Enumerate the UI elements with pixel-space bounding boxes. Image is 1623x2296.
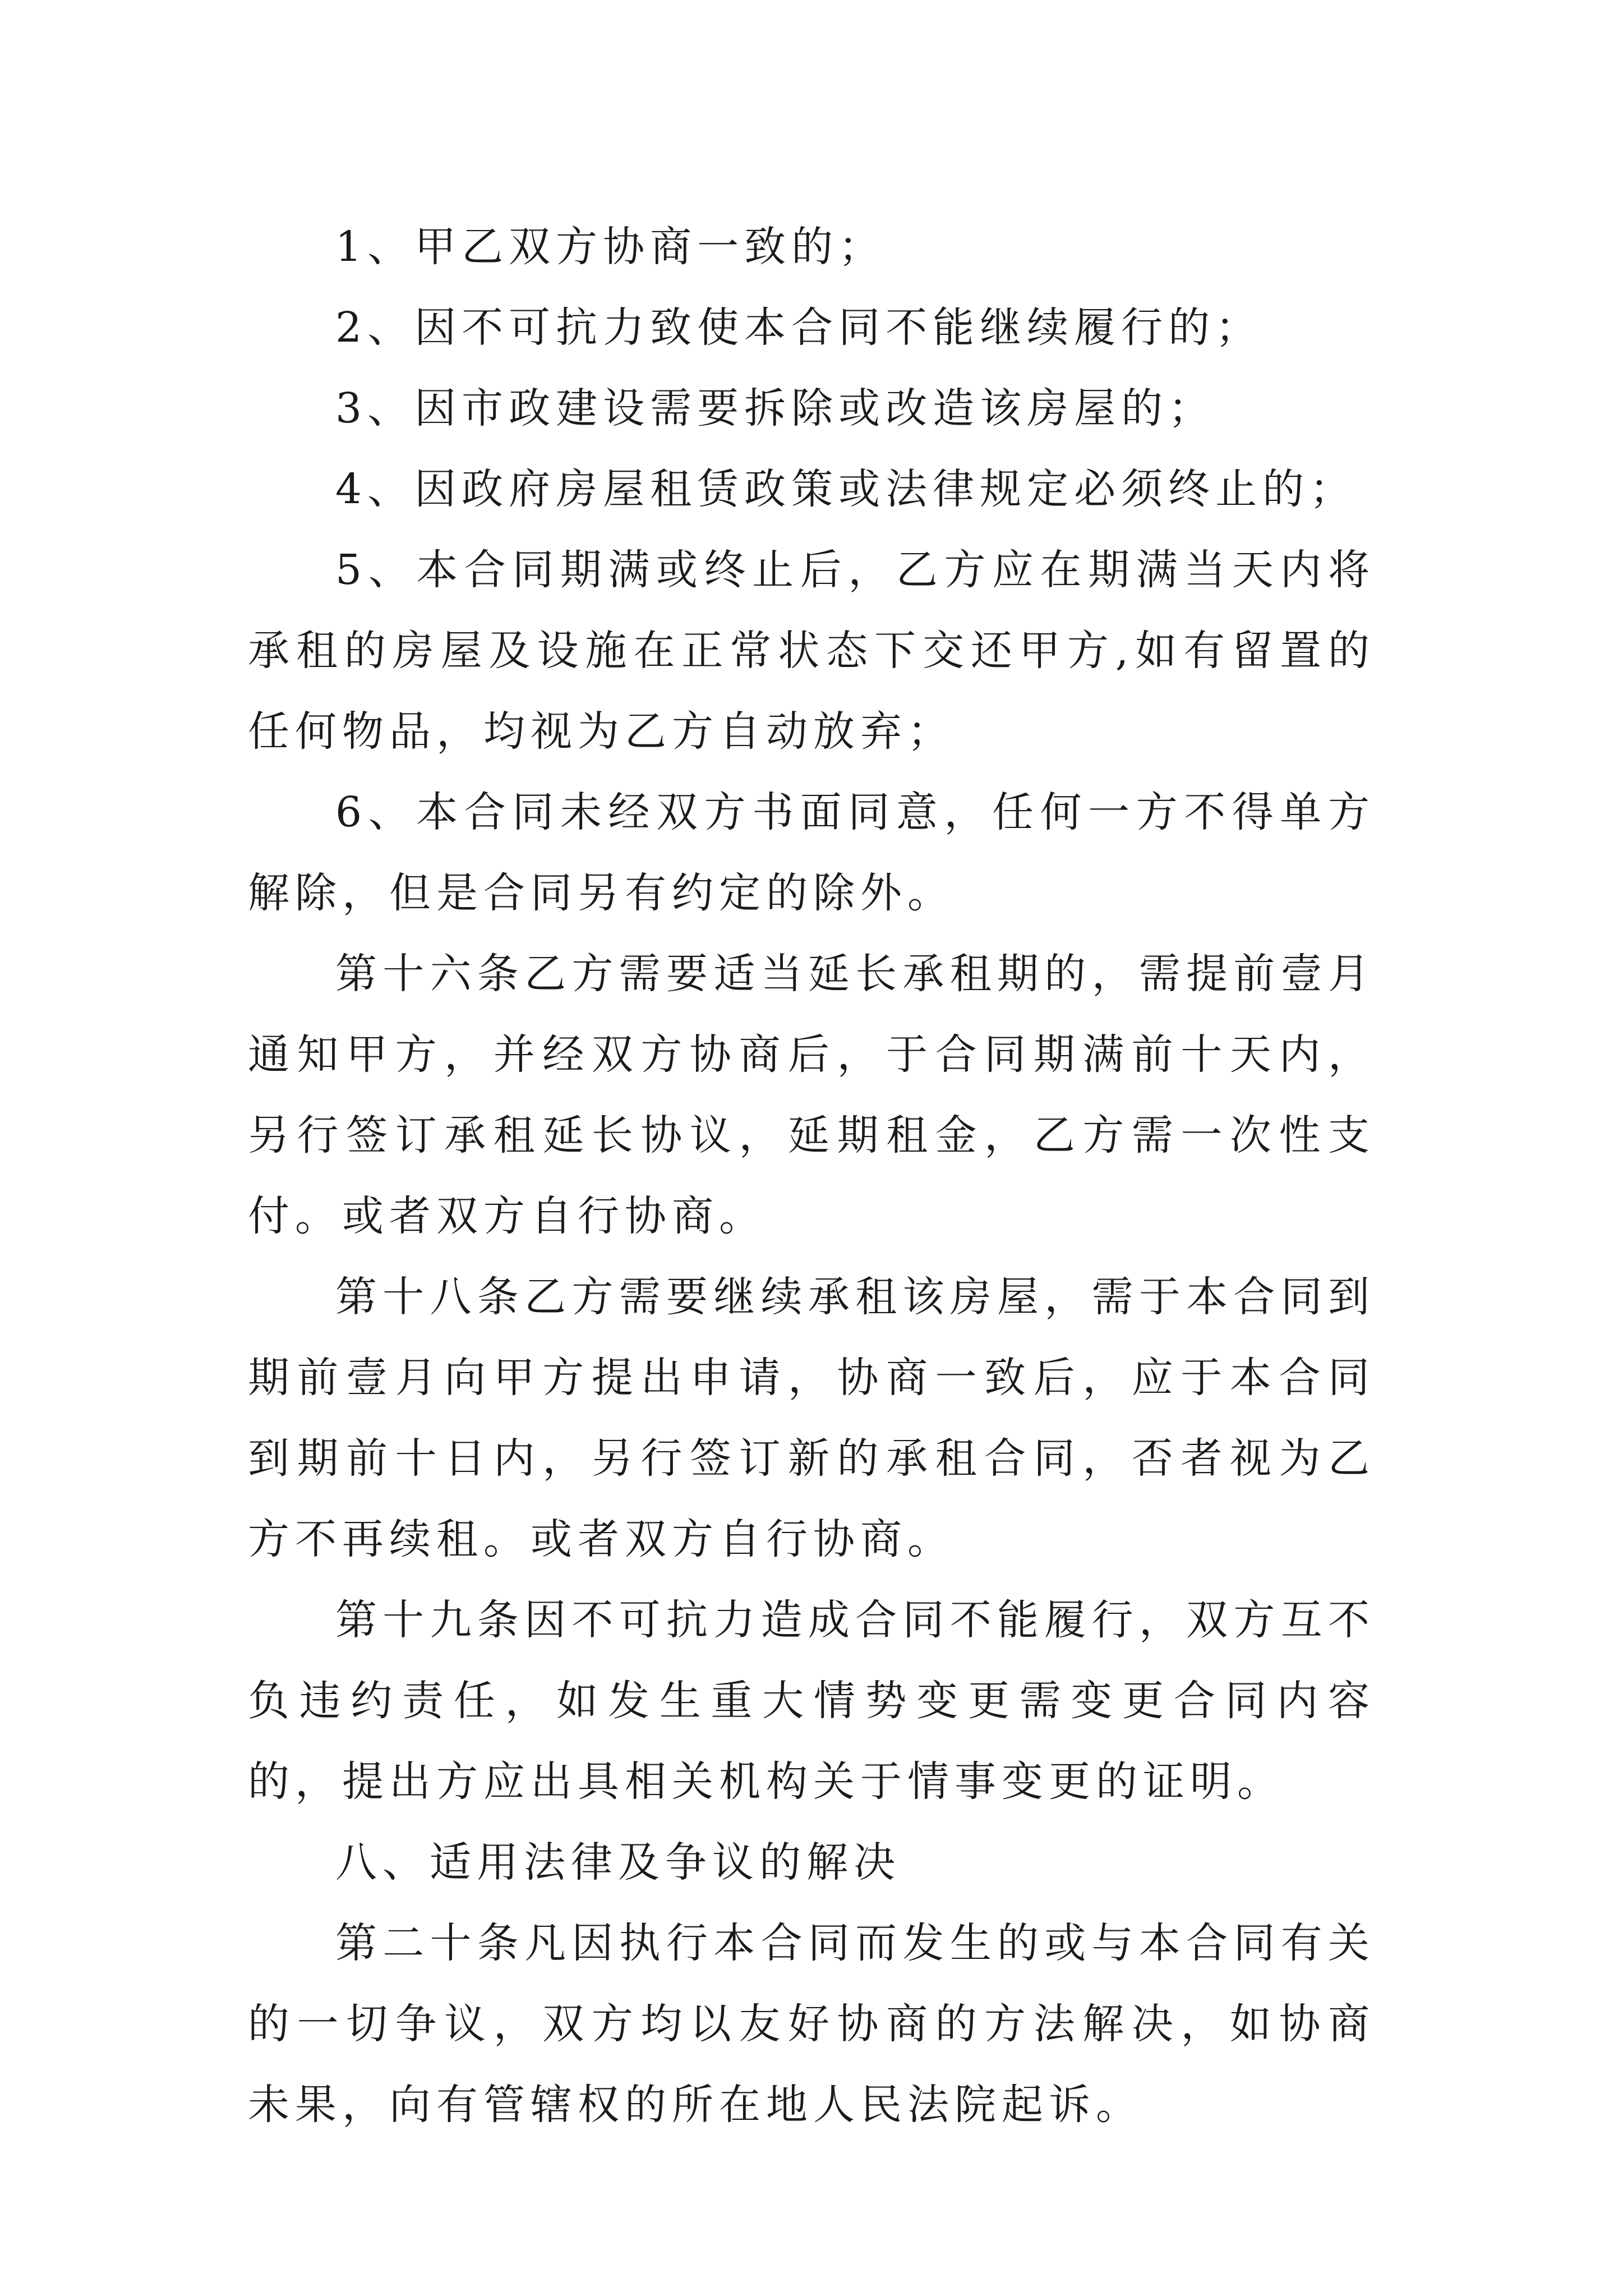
article-18: 第十八条乙方需要继续承租该房屋，需于本合同到期前壹月向甲方提出申请，协商一致后，应于本合同到期前十日内，另行签订新的承租合同，否者视为乙方不再续租。或者双方自行协商。 bbox=[248, 1273, 1375, 1563]
article-20: 第二十条凡因执行本合同而发生的或与本合同有关的一切争议，双方均以友好协商的方法解决，如协商未果，向有管辖权的所在地人民法院起诉。 bbox=[248, 1919, 1375, 2129]
clause-4: 4、因政府房屋租赁政策或法律规定必须终止的； bbox=[335, 465, 1357, 513]
clause-5: 5、本合同期满或终止后，乙方应在期满当天内将承租的房屋及设施在正常状态下交还甲方,如有留置的任何物品，均视为乙方自动放弃； bbox=[248, 546, 1375, 756]
clause-6: 6、本合同未经双方书面同意，任何一方不得单方解除，但是合同另有约定的除外。 bbox=[248, 788, 1375, 917]
clause-2: 2、因不可抗力致使本合同不能继续履行的； bbox=[335, 303, 1263, 352]
clause-1: 1、甲乙双方协商一致的； bbox=[335, 223, 886, 271]
document-body bbox=[248, 206, 1375, 2145]
article-16: 第十六条乙方需要适当延长承租期的，需提前壹月通知甲方，并经双方协商后，于合同期满前十天内，另行签订承租延长协议，延期租金，乙方需一次性支付。或者双方自行协商。 bbox=[248, 950, 1375, 1240]
section-heading: 八、适用法律及争议的解决 bbox=[335, 1838, 901, 1887]
clause-3: 3、因市政建设需要拆除或改造该房屋的； bbox=[335, 384, 1216, 432]
article-19: 第十九条因不可抗力造成合同不能履行，双方互不负违约责任，如发生重大情势变更需变更合同内容的，提出方应出具相关机构关于情事变更的证明。 bbox=[248, 1596, 1375, 1806]
